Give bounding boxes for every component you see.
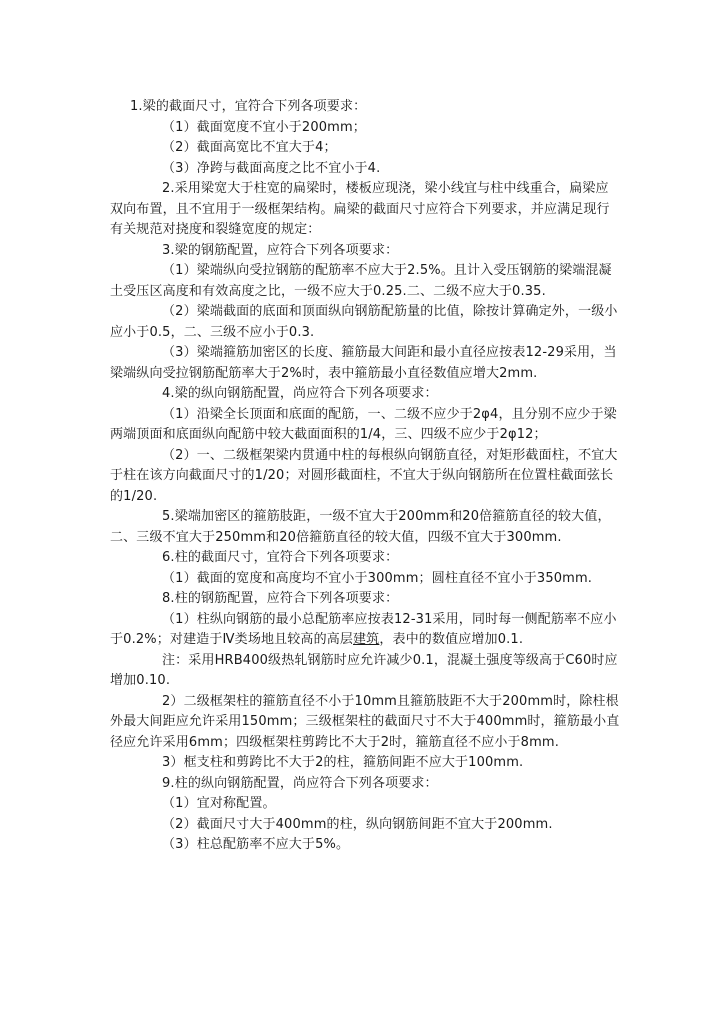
section-9-item-3: （3）柱总配筋率不应大于5%。 xyxy=(162,837,350,852)
section-9-heading: 9.柱的纵向钢筋配置，尚应符合下列各项要求： xyxy=(162,775,438,791)
section-1-item-1: （1）截面宽度不宜小于200mm； xyxy=(162,119,366,135)
section-8-item-1 xyxy=(110,610,620,651)
building-link[interactable]: 建筑 xyxy=(353,632,380,647)
section-3-item-1: （1）梁端纵向受拉钢筋的配筋率不应大于2.5%。且计入受压钢筋的梁端混凝土受压区高度和有效高度之比，一级不应大于0.25.二、二级不应大于0.35. xyxy=(110,263,612,299)
section-5-paragraph: 5.梁端加密区的箍筋肢距，一级不宜大于200mm和20倍箍筋直径的较大值，二、三级不宜大于250mm和20倍箍筋直径的较大值，四级不宜大于300mm. xyxy=(110,509,611,545)
section-1-item-3: （3）净跨与截面高度之比不宜小于4. xyxy=(162,160,381,176)
document-body xyxy=(110,97,620,856)
section-4-item-1: （1）沿梁全长顶面和底面的配筋，一、二级不应少于2φ4，且分别不应少于梁两端顶面和底面纵向配筋中较大截面面积的1/4，三、四级不应少于2φ12； xyxy=(110,406,617,442)
section-3-item-3: （3）梁端箍筋加密区的长度、箍筋最大间距和最小直径应按表12-29采用，当梁端纵向受拉钢筋配筋率大于2%时，表中箍筋最小直径数值应增大2mm. xyxy=(110,345,617,381)
section-9-item-1: （1）宜对称配置。 xyxy=(162,796,276,811)
section-9-item-2: （2）截面尺寸大于400mm的柱，纵向钢筋间距不宜大于200mm. xyxy=(162,816,553,832)
section-1-item-2: （2）截面高宽比不宜大于4； xyxy=(162,140,337,155)
section-3-heading: 3.梁的钢筋配置，应符合下列各项要求： xyxy=(162,242,399,258)
section-2-paragraph: 2.采用梁宽大于柱宽的扁梁时，楼板应现浇，梁小线宜与柱中线重合，扁梁应双向布置，且不宜用于一级框架结构。扁梁的截面尺寸应符合下列要求，并应满足现行有关规范对挠度和裂缝宽度的规定： xyxy=(110,181,610,237)
section-8-item-1-text-a: （1）柱纵向钢筋的最小总配筋率应按表12-31采用，同时每一侧配筋率不应小于0.2%；对建造于Ⅳ类场地且较高的高层 xyxy=(110,611,617,647)
section-8-item-2: 2）二级框架柱的箍筋直径不小于10mm且箍筋肢距不大于200mm时，除柱根外最大间距应允许采用150mm；三级框架柱的截面尺寸不大于400mm时，箍筋最小直径应允许采用6mm；四级框架柱剪跨比不大于2时，箍筋直径不应小于8mm. xyxy=(110,693,620,750)
section-4-heading: 4.梁的纵向钢筋配置，尚应符合下列各项要求： xyxy=(162,386,438,401)
section-6-heading: 6.柱的截面尺寸，宜符合下列各项要求： xyxy=(162,550,399,565)
section-3-item-2: （2）梁端截面的底面和顶面纵向钢筋配筋量的比值，除按计算确定外，一级小应小于0.5，二、三级不应小于0.3. xyxy=(110,304,618,340)
section-8-item-3: 3）框支柱和剪跨比不大于2的柱，箍筋间距不应大于100mm. xyxy=(162,755,524,770)
section-8-note: 注：采用HRB400级热轧钢筋时应允许减少0.1，混凝土强度等级高于C60时应增加0.10. xyxy=(110,652,618,688)
section-8-item-1-text-b: ，表中的数值应增加0.1. xyxy=(379,632,524,647)
section-8-heading: 8.柱的钢筋配置，应符合下列各项要求： xyxy=(162,591,399,606)
section-1-heading: 1.梁的截面尺寸，宜符合下列各项要求： xyxy=(130,99,367,114)
section-4-item-2: （2）一、二级框架梁内贯通中柱的每根纵向钢筋直径，对矩形截面柱，不宜大于柱在该方向截面尺寸的1/20；对圆形截面柱，不宜大于纵向钢筋所在位置柱截面弦长的1/20. xyxy=(110,447,618,504)
section-6-item-1: （1）截面的宽度和高度均不宜小于300mm；圆柱直径不宜小于350mm. xyxy=(162,570,593,586)
